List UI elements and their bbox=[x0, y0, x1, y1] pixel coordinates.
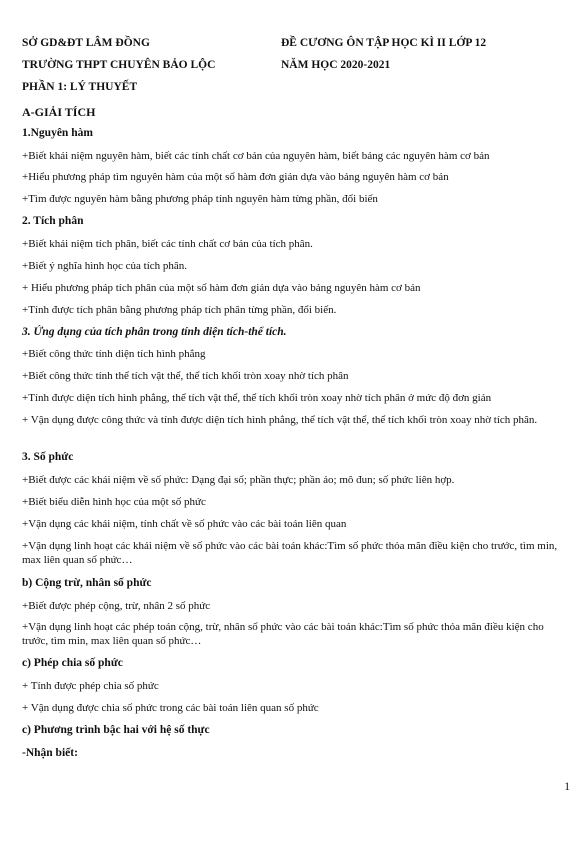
heading-ung-dung: 3. Ứng dụng của tích phân trong tính diện tích-thể tích. bbox=[22, 326, 287, 338]
text-line: + Hiểu phương pháp tích phân của một số hàm đơn giản dựa vào bảng nguyên hàm cơ bản bbox=[22, 282, 421, 294]
text-line: + Vận dụng được chia số phức trong các bài toán liên quan số phức bbox=[22, 702, 319, 714]
part-heading: PHẦN 1: LÝ THUYẾT bbox=[22, 81, 138, 93]
text-line: +Vận dụng linh hoạt các khái niệm về số phức vào các bài toán khác:Tìm số phức thỏa mãn điều kiện cho trước, tìm min, max liên quan số phức… bbox=[22, 540, 558, 566]
text-line: +Vận dụng linh hoạt các phép toán cộng, trừ, nhân số phức vào các bài toán khác:Tìm số phức thỏa mãn điều kiện cho trước, tìm min, max liên quan số phức… bbox=[22, 621, 544, 647]
department-name: SỞ GD&ĐT LÂM ĐỒNG bbox=[22, 37, 150, 49]
heading-phuong-trinh: c) Phương trình bậc hai với hệ số thực bbox=[22, 724, 210, 736]
text-line: +Biết công thức tính diện tích hình phẳng bbox=[22, 348, 206, 360]
text-line: + Tính được phép chia số phức bbox=[22, 680, 159, 692]
text-line: +Biết biểu diễn hình học của một số phức bbox=[22, 496, 206, 508]
heading-so-phuc: 3. Số phức bbox=[22, 451, 74, 463]
heading-tich-phan: 2. Tích phân bbox=[22, 215, 84, 227]
text-line: +Biết khái niệm nguyên hàm, biết các tính chất cơ bản của nguyên hàm, biết bảng các nguyên hàm cơ bản bbox=[22, 150, 490, 162]
text-line: +Hiểu phương pháp tìm nguyên hàm của một số hàm đơn giản dựa vào bảng nguyên hàm cơ bản bbox=[22, 171, 449, 183]
school-name: TRƯỜNG THPT CHUYÊN BẢO LỘC bbox=[22, 59, 216, 71]
document-title: ĐỀ CƯƠNG ÔN TẬP HỌC KÌ II LỚP 12 bbox=[281, 37, 487, 49]
school-year: NĂM HỌC 2020-2021 bbox=[281, 59, 391, 71]
text-line: +Biết ý nghĩa hình học của tích phân. bbox=[22, 260, 188, 272]
text-line: +Tính được diện tích hình phẳng, thể tích vật thể, thể tích khối tròn xoay nhờ tích phân ở mức độ đơn giản bbox=[22, 392, 492, 404]
text-line: + Vận dụng được công thức và tính được diện tích hình phẳng, thể tích vật thể, thể tích khối tròn xoay nhờ tích phân. bbox=[22, 414, 538, 426]
text-line: +Tìm được nguyên hàm bằng phương pháp tính nguyên hàm từng phần, đổi biến bbox=[22, 193, 378, 205]
page-number: 1 bbox=[564, 781, 570, 793]
text-line: +Biết khái niệm tích phân, biết các tính chất cơ bản của tích phân. bbox=[22, 238, 313, 250]
text-line: +Vận dụng các khái niệm, tính chất về số phức vào các bài toán liên quan bbox=[22, 518, 347, 530]
heading-nguyen-ham: 1.Nguyên hàm bbox=[22, 127, 93, 139]
section-heading: A-GIẢI TÍCH bbox=[22, 105, 96, 119]
text-line: +Biết được các khái niệm về số phức: Dạng đại số; phần thực; phần ảo; mô đun; số phức liên hợp. bbox=[22, 474, 455, 486]
heading-cong-tru-nhan: b) Cộng trừ, nhân số phức bbox=[22, 577, 152, 589]
heading-phep-chia: c) Phép chia số phức bbox=[22, 657, 123, 669]
heading-nhan-biet: -Nhận biết: bbox=[22, 747, 78, 759]
text-line: +Biết được phép cộng, trừ, nhân 2 số phức bbox=[22, 600, 211, 612]
text-line: +Biết công thức tính thể tích vật thể, thể tích khối tròn xoay nhờ tích phân bbox=[22, 370, 349, 382]
text-line: +Tính được tích phân bằng phương pháp tích phân từng phần, đổi biến. bbox=[22, 304, 337, 316]
